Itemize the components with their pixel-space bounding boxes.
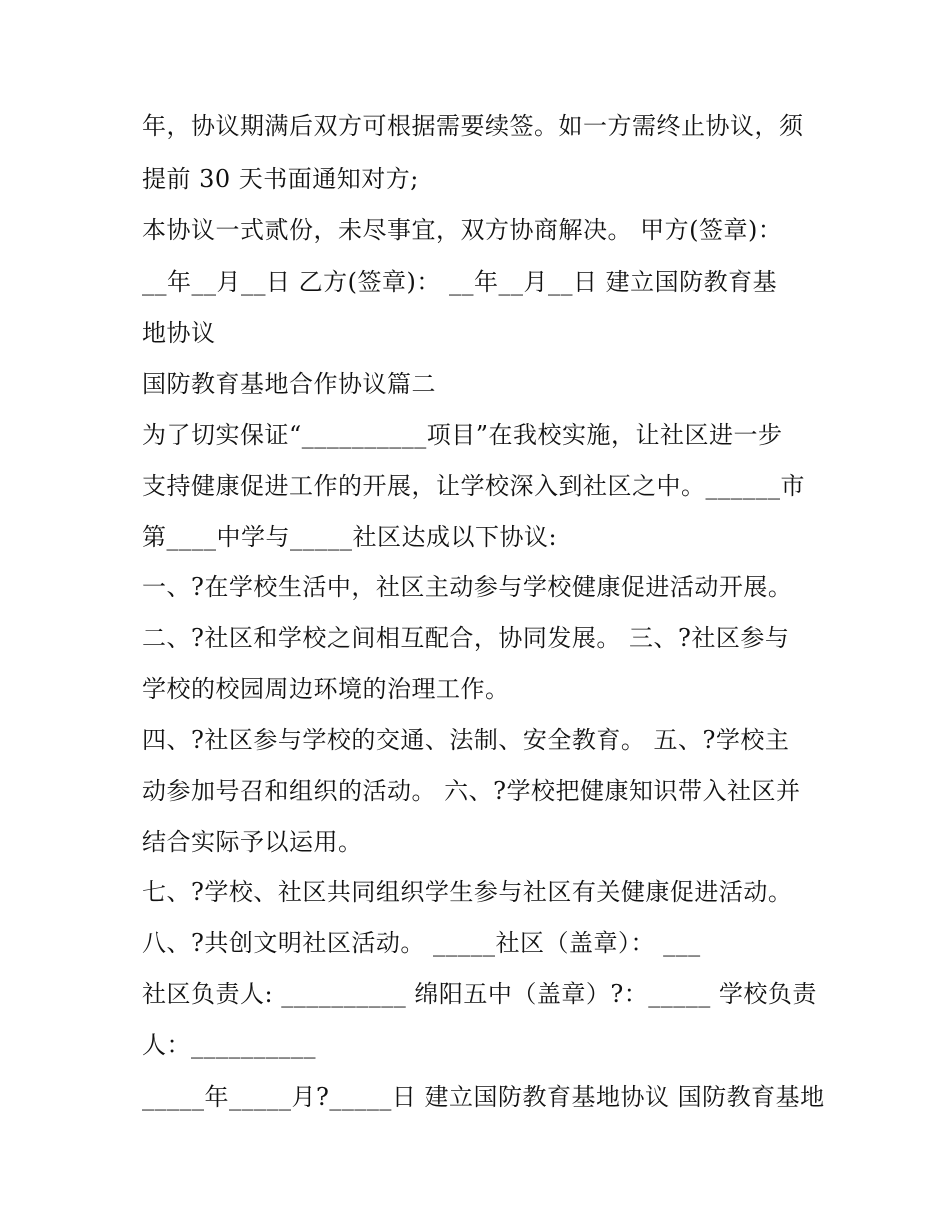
section-heading: 国防教育基地合作协议篇二 — [142, 370, 436, 398]
text-line: 支持健康促进工作的开展，让学校深入到社区之中。______市 — [142, 472, 805, 500]
text-line: _____年_____月?_____日 建立国防教育基地协议 国防教育基地 — [142, 1083, 825, 1111]
text-line: 地协议 — [142, 319, 216, 347]
text-line: 结合实际予以运用。 — [142, 828, 363, 856]
text-line: 学校的校园周边环境的治理工作。 — [142, 675, 510, 703]
text-line: 第____中学与_____社区达成以下协议: — [142, 523, 558, 551]
text-line: 提前 30 天书面通知对方; — [142, 165, 419, 193]
text-line: 四、?社区参与学校的交通、法制、安全教育。 五、?学校主 — [142, 726, 790, 754]
text-line: 为了切实保证“__________项目”在我校实施，让社区进一步 — [142, 421, 783, 449]
text-line: 七、?学校、社区共同组织学生参与社区有关健康促进活动。 — [142, 878, 793, 906]
text-line: 人：__________ — [142, 1031, 316, 1059]
text-line: 八、?共创文明社区活动。 _____社区（盖章）： ___ — [142, 929, 701, 957]
text-line: __年__月__日 乙方(签章)： __年__月__日 建立国防教育基 — [142, 268, 778, 296]
text-line: 一、?在学校生活中，社区主动参与学校健康促进活动开展。 — [142, 573, 793, 601]
text-line: 动参加号召和组织的活动。 六、?学校把健康知识带入社区并 — [142, 777, 801, 805]
text-line: 社区负责人: __________ 绵阳五中（盖章）?：_____ 学校负责 — [142, 980, 817, 1008]
text-line: 年，协议期满后双方可根据需要续签。如一方需终止协议，须 — [142, 112, 804, 140]
text-line: 二、?社区和学校之间相互配合，协同发展。 三、?社区参与 — [142, 624, 790, 652]
text-line: 本协议一式贰份，未尽事宜，双方协商解决。 甲方(签章)： — [142, 216, 783, 244]
